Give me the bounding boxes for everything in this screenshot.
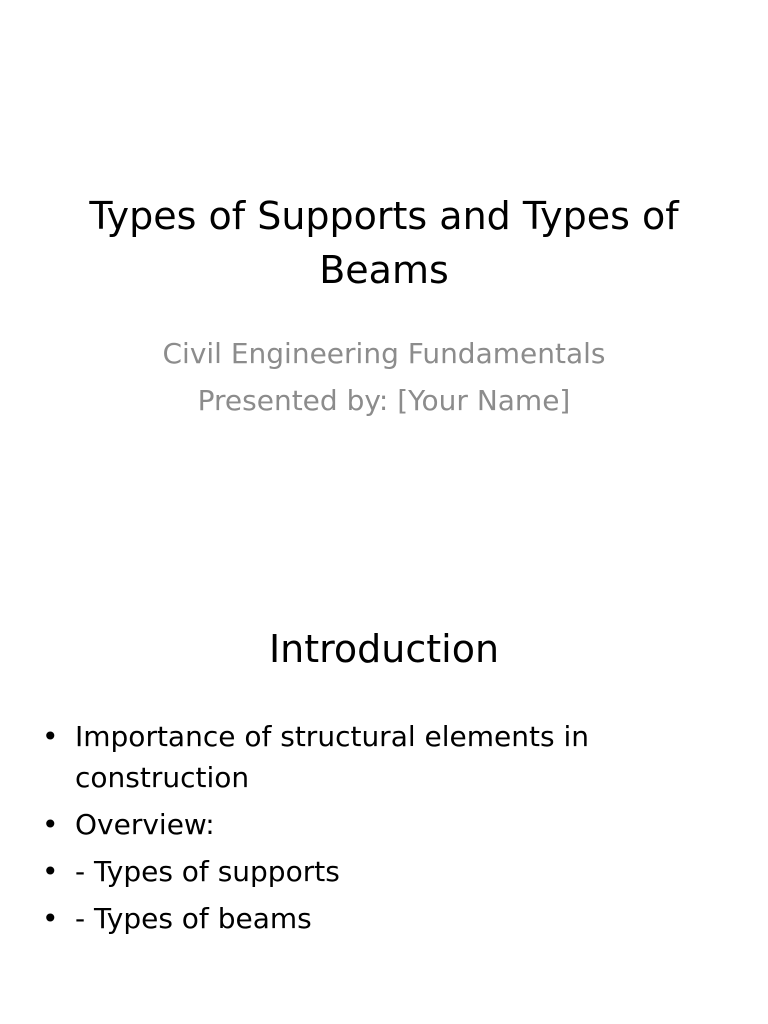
bullet-text: - Types of beams — [75, 902, 312, 935]
bullet-text: Importance of structural elements in construction — [75, 720, 590, 794]
bullet-text: - Types of supports — [75, 855, 340, 888]
bullet-icon: • — [42, 808, 59, 841]
bullet-icon: • — [42, 855, 59, 888]
bullet-icon: • — [42, 720, 59, 753]
slide-title: Types of Supports and Types of Beams — [89, 194, 679, 292]
list-item — [40, 716, 700, 798]
bullet-list — [40, 716, 700, 945]
subtitle-line-presenter: Presented by: [Your Name] — [197, 384, 571, 417]
bullet-icon: • — [42, 902, 59, 935]
list-item — [40, 804, 700, 845]
slide-subtitle — [40, 330, 728, 424]
introduction-slide — [0, 576, 768, 1024]
subtitle-line-course: Civil Engineering Fundamentals — [162, 337, 606, 370]
bullet-text: Overview: — [75, 808, 215, 841]
list-item — [40, 851, 700, 892]
section-title: Introduction — [268, 627, 500, 671]
list-item — [40, 898, 700, 939]
